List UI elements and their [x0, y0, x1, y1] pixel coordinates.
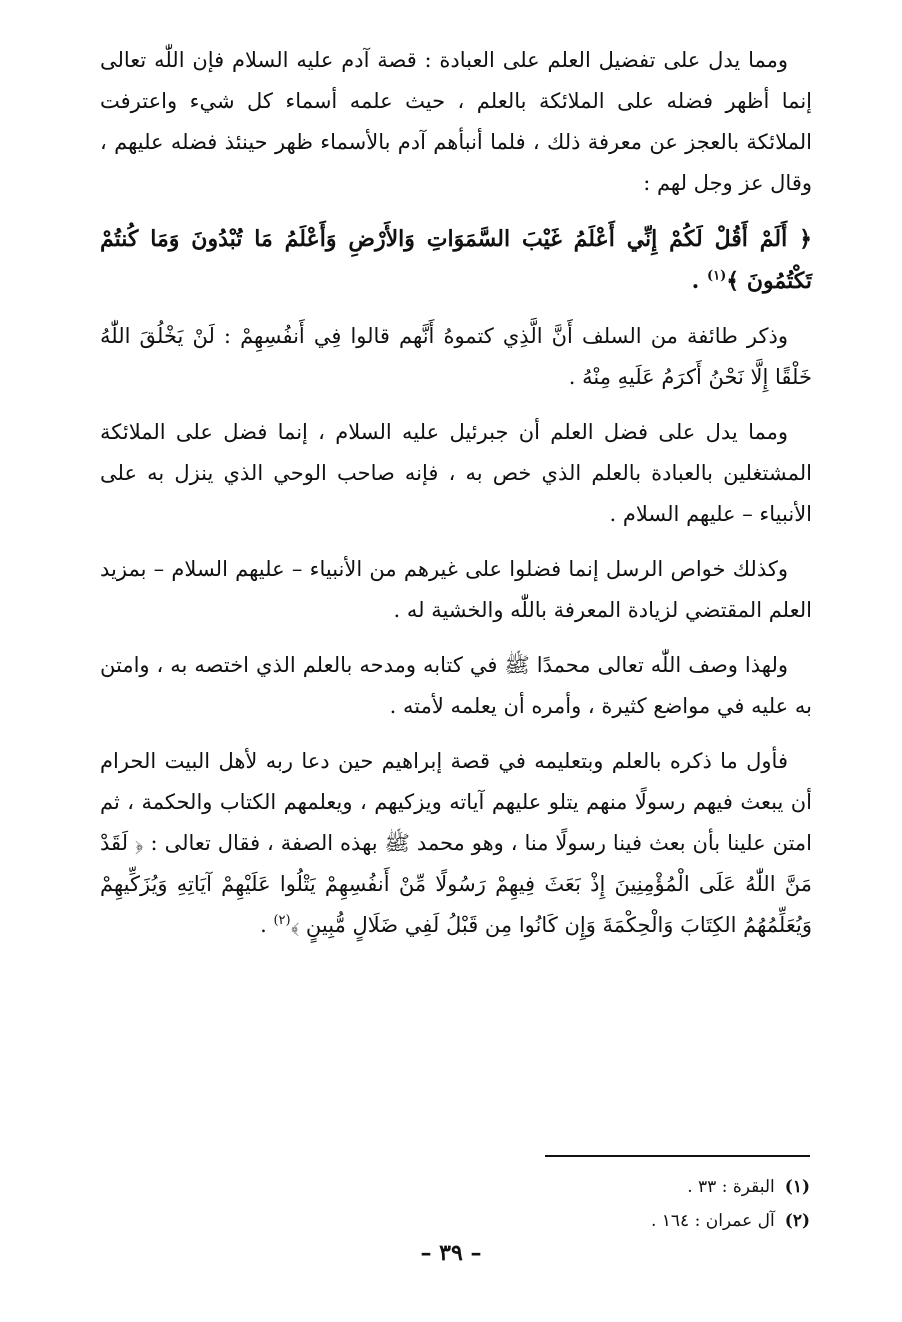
paragraph-adam-story — [100, 40, 812, 204]
footnote-number: (٢) — [784, 1211, 810, 1231]
footnote-divider — [545, 1155, 810, 1157]
footnote-number: (١) — [784, 1177, 810, 1197]
paragraph-ibrahim — [100, 741, 812, 946]
paragraph-text: وكذلك خواص الرسل إنما فضلوا على غيرهم من الأنبياء – عليهم السلام – بمزيد العلم المقتضي لزيادة المعرفة باللّٰه والخشية له . — [100, 557, 812, 622]
page-body — [100, 40, 812, 960]
footnotes — [410, 1170, 810, 1238]
footnote-ref-1[interactable]: (١) — [707, 268, 727, 284]
paragraph-messengers — [100, 549, 812, 631]
paragraph-salaf — [100, 316, 812, 398]
footnote-ref-2[interactable]: (٢) — [273, 913, 291, 928]
footnote-text: آل عمران : ١٦٤ . — [650, 1211, 775, 1231]
footnote-1 — [410, 1170, 810, 1204]
page-number: – ٣٩ – — [420, 1240, 482, 1266]
paragraph-text: ومما يدل على تفضيل العلم على العبادة : قصة آدم عليه السلام فإن اللّٰه تعالى إنما أظهر فضله على الملائكة بالعلم ، حيث علمه أسماء كل شيء واعترفت الملائكة بالعجز عن معرفة ذلك ، فلما أنبأهم آدم بالأسماء ظهر حينئذ فضله عليهم ، وقال عز وجل لهم : — [100, 48, 812, 195]
paragraph-text: ومما يدل على فضل العلم أن جبرئيل عليه السلام ، إنما فضل على الملائكة المشتغلين بالعبادة بالعلم الذي خص به ، فإنه صاحب الوحي الذي ينزل به على الأنبياء – عليهم السلام . — [100, 420, 812, 526]
paragraph-text: ولهذا وصف اللّٰه تعالى محمدًا ﷺ في كتابه ومدحه بالعلم الذي اختصه به ، وامتن به عليه في مواضع كثيرة ، وأمره أن يعلمه لأمته . — [100, 653, 812, 718]
quran-verse-baqarah — [100, 218, 812, 302]
verse-tail: . — [691, 268, 707, 294]
paragraph-jibril — [100, 412, 812, 535]
footnote-2 — [410, 1204, 810, 1238]
verse-text: ﴿ أَلَمْ أَقُلْ لَكُمْ إِنِّي أَعْلَمُ غَيْبَ السَّمَوَاتِ وَالأَرْضِ وَأَعْلَمُ مَا تُبْدُونَ وَمَا كُنتُمْ تَكْتُمُونَ ﴾ — [100, 226, 812, 294]
paragraph-tail: . — [260, 913, 274, 937]
paragraph-muhammad — [100, 645, 812, 727]
footnote-text: البقرة : ٣٣ . — [687, 1177, 775, 1197]
paragraph-text: وذكر طائفة من السلف أَنَّ الَّذِي كتموهُ أَنَّهم قالوا فِي أَنفُسِهِمْ : لَنْ يَخْلُقَ اللّٰهُ خَلْقًا إِلَّا نَحْنُ أَكرَمُ عَلَيهِ مِنْهُ . — [100, 324, 812, 389]
paragraph-text: فأول ما ذكره بالعلم وبتعليمه في قصة إبراهيم حين دعا ربه لأهل البيت الحرام أن يبعث فيهم رسولًا منهم يتلو عليهم آياته ويزكيهم ، ويعلمهم الكتاب والحكمة ، ثم امتن علينا بأن بعث فينا رسولًا منا ، وهو محمد ﷺ بهذه الصفة ، فقال تعالى : ﴿ لَقَدْ مَنَّ اللّٰهُ عَلَى الْمُؤْمِنِينَ إِذْ بَعَثَ فِيهِمْ رَسُولًا مِّنْ أَنفُسِهِمْ يَتْلُوا عَلَيْهِمْ آيَاتِهِ وَيُزَكِّيهِمْ وَيُعَلِّمُهُمُ الكِتَابَ وَالْحِكْمَةَ وَإِن كَانُوا مِن قَبْلُ لَفِي ضَلَالٍ مُّبِينٍ ﴾ — [100, 749, 812, 937]
